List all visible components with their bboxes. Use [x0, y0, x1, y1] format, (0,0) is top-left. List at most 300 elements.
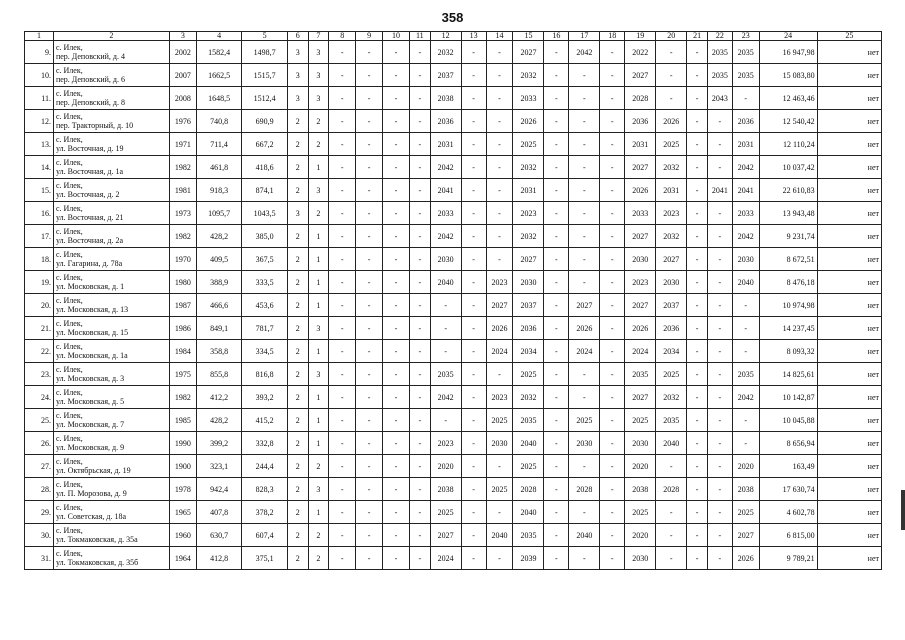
cell-col-21: -: [687, 547, 708, 570]
cell-col-25: нет: [817, 64, 881, 87]
cell-col-16: -: [544, 156, 569, 179]
cell-col-13: -: [461, 41, 486, 64]
cell-col-21: -: [687, 409, 708, 432]
row-number: 21.: [25, 317, 54, 340]
cell-col-25: нет: [817, 432, 881, 455]
cell-col-10: -: [383, 363, 410, 386]
cell-col-21: -: [687, 248, 708, 271]
cell-col-24: 4 602,78: [759, 501, 817, 524]
cell-col-9: -: [356, 501, 383, 524]
cell-col-5: 816,8: [242, 363, 288, 386]
cell-col-17: 2027: [569, 294, 600, 317]
cell-col-22: -: [707, 524, 732, 547]
cell-col-14: 2023: [486, 271, 513, 294]
cell-col-12: -: [430, 294, 461, 317]
cell-col-6: 2: [287, 409, 308, 432]
cell-col-15: 2033: [513, 87, 544, 110]
cell-col-11: -: [409, 248, 430, 271]
cell-col-5: 453,6: [242, 294, 288, 317]
cell-col-4: 323,1: [196, 455, 242, 478]
cell-col-14: -: [486, 156, 513, 179]
cell-col-12: 2027: [430, 524, 461, 547]
address-locality: с. Илек,: [55, 296, 83, 305]
cell-col-18: -: [600, 133, 625, 156]
cell-col-8: -: [329, 547, 356, 570]
cell-col-4: 428,2: [196, 409, 242, 432]
cell-col-11: -: [409, 455, 430, 478]
cell-col-8: -: [329, 225, 356, 248]
cell-col-24: 12 110,24: [759, 133, 817, 156]
row-number: 13.: [25, 133, 54, 156]
cell-col-23: -: [732, 317, 759, 340]
cell-col-22: 2035: [707, 64, 732, 87]
table-row: [25, 248, 882, 271]
cell-col-6: 2: [287, 363, 308, 386]
cell-col-15: 2035: [513, 524, 544, 547]
column-number-16: 16: [544, 32, 569, 41]
column-number-row: [25, 32, 882, 41]
cell-col-14: -: [486, 87, 513, 110]
column-number-9: 9: [356, 32, 383, 41]
cell-col-24: 10 142,87: [759, 386, 817, 409]
cell-col-4: 855,8: [196, 363, 242, 386]
cell-col-23: 2040: [732, 271, 759, 294]
cell-col-15: 2036: [513, 317, 544, 340]
cell-col-17: -: [569, 248, 600, 271]
cell-col-4: 461,8: [196, 156, 242, 179]
address-cell: [53, 340, 169, 363]
cell-col-16: -: [544, 133, 569, 156]
cell-col-8: -: [329, 179, 356, 202]
cell-col-6: 2: [287, 248, 308, 271]
column-number-5: 5: [242, 32, 288, 41]
address-street: ул. Советская, д. 18а: [55, 512, 126, 521]
cell-col-22: -: [707, 202, 732, 225]
cell-col-22: -: [707, 248, 732, 271]
cell-col-4: 409,5: [196, 248, 242, 271]
cell-col-22: -: [707, 478, 732, 501]
cell-col-9: -: [356, 41, 383, 64]
row-number: 17.: [25, 225, 54, 248]
cell-col-8: -: [329, 478, 356, 501]
cell-col-14: -: [486, 363, 513, 386]
address-locality: с. Илек,: [55, 388, 83, 397]
cell-col-14: -: [486, 501, 513, 524]
cell-col-5: 418,6: [242, 156, 288, 179]
cell-col-25: нет: [817, 110, 881, 133]
cell-col-13: -: [461, 179, 486, 202]
table-row: [25, 110, 882, 133]
address-locality: с. Илек,: [55, 319, 83, 328]
cell-col-25: нет: [817, 202, 881, 225]
cell-col-19: 2030: [625, 248, 656, 271]
cell-col-13: -: [461, 478, 486, 501]
cell-col-11: -: [409, 87, 430, 110]
cell-col-11: -: [409, 294, 430, 317]
cell-col-18: -: [600, 432, 625, 455]
cell-col-22: -: [707, 317, 732, 340]
cell-col-10: -: [383, 87, 410, 110]
cell-col-6: 2: [287, 386, 308, 409]
cell-col-16: -: [544, 501, 569, 524]
cell-col-13: -: [461, 547, 486, 570]
cell-col-12: 2020: [430, 455, 461, 478]
address-street: ул. Московская, д. 5: [55, 397, 125, 406]
cell-col-19: 2024: [625, 340, 656, 363]
cell-col-6: 2: [287, 432, 308, 455]
scan-edge-mark: [901, 490, 905, 530]
cell-col-5: 367,5: [242, 248, 288, 271]
cell-col-3: 1985: [169, 409, 196, 432]
address-street: ул. Московская, д. 1: [55, 282, 125, 291]
address-cell: [53, 110, 169, 133]
cell-col-7: 3: [308, 87, 329, 110]
cell-col-6: 2: [287, 524, 308, 547]
cell-col-6: 2: [287, 179, 308, 202]
cell-col-4: 358,8: [196, 340, 242, 363]
table-row: [25, 64, 882, 87]
cell-col-6: 2: [287, 225, 308, 248]
cell-col-17: -: [569, 455, 600, 478]
address-locality: с. Илек,: [55, 135, 83, 144]
cell-col-10: -: [383, 202, 410, 225]
column-number-13: 13: [461, 32, 486, 41]
row-number: 12.: [25, 110, 54, 133]
cell-col-24: 8 093,32: [759, 340, 817, 363]
cell-col-24: 10 037,42: [759, 156, 817, 179]
cell-col-5: 667,2: [242, 133, 288, 156]
cell-col-5: 1043,5: [242, 202, 288, 225]
cell-col-9: -: [356, 409, 383, 432]
cell-col-3: 1982: [169, 225, 196, 248]
cell-col-3: 2008: [169, 87, 196, 110]
cell-col-22: -: [707, 225, 732, 248]
cell-col-19: 2028: [625, 87, 656, 110]
cell-col-13: -: [461, 363, 486, 386]
cell-col-5: 334,5: [242, 340, 288, 363]
cell-col-8: -: [329, 317, 356, 340]
address-street: пер. Тракторный, д. 10: [55, 121, 134, 130]
address-locality: с. Илек,: [55, 112, 83, 121]
cell-col-15: 2023: [513, 202, 544, 225]
column-number-3: 3: [169, 32, 196, 41]
cell-col-8: -: [329, 110, 356, 133]
column-number-22: 22: [707, 32, 732, 41]
cell-col-24: 12 463,46: [759, 87, 817, 110]
cell-col-5: 375,1: [242, 547, 288, 570]
address-locality: с. Илек,: [55, 181, 83, 190]
cell-col-9: -: [356, 110, 383, 133]
table-row: [25, 340, 882, 363]
cell-col-10: -: [383, 455, 410, 478]
cell-col-3: 1965: [169, 501, 196, 524]
cell-col-25: нет: [817, 386, 881, 409]
address-locality: с. Илек,: [55, 457, 83, 466]
cell-col-12: 2035: [430, 363, 461, 386]
cell-col-12: 2037: [430, 64, 461, 87]
cell-col-13: -: [461, 225, 486, 248]
cell-col-23: 2027: [732, 524, 759, 547]
cell-col-22: -: [707, 386, 732, 409]
cell-col-4: 1582,4: [196, 41, 242, 64]
cell-col-8: -: [329, 386, 356, 409]
cell-col-25: нет: [817, 524, 881, 547]
column-number-18: 18: [600, 32, 625, 41]
cell-col-7: 1: [308, 432, 329, 455]
cell-col-13: -: [461, 294, 486, 317]
address-street: ул. Московская, д. 13: [55, 305, 129, 314]
cell-col-9: -: [356, 317, 383, 340]
cell-col-6: 2: [287, 501, 308, 524]
row-number: 26.: [25, 432, 54, 455]
cell-col-23: -: [732, 432, 759, 455]
cell-col-19: 2033: [625, 202, 656, 225]
cell-col-23: -: [732, 409, 759, 432]
cell-col-25: нет: [817, 294, 881, 317]
cell-col-11: -: [409, 363, 430, 386]
cell-col-8: -: [329, 248, 356, 271]
cell-col-19: 2027: [625, 294, 656, 317]
table-row: [25, 524, 882, 547]
cell-col-22: -: [707, 110, 732, 133]
cell-col-5: 874,1: [242, 179, 288, 202]
row-number: 19.: [25, 271, 54, 294]
cell-col-17: 2042: [569, 41, 600, 64]
cell-col-22: -: [707, 432, 732, 455]
cell-col-10: -: [383, 156, 410, 179]
cell-col-17: -: [569, 271, 600, 294]
cell-col-7: 3: [308, 41, 329, 64]
cell-col-5: 415,2: [242, 409, 288, 432]
cell-col-8: -: [329, 524, 356, 547]
cell-col-16: -: [544, 64, 569, 87]
cell-col-19: 2020: [625, 455, 656, 478]
cell-col-10: -: [383, 248, 410, 271]
cell-col-23: 2035: [732, 64, 759, 87]
row-number: 27.: [25, 455, 54, 478]
address-locality: с. Илек,: [55, 365, 83, 374]
cell-col-19: 2022: [625, 41, 656, 64]
cell-col-12: 2040: [430, 271, 461, 294]
cell-col-11: -: [409, 41, 430, 64]
cell-col-17: 2026: [569, 317, 600, 340]
cell-col-24: 9 789,21: [759, 547, 817, 570]
cell-col-19: 2035: [625, 363, 656, 386]
column-number-21: 21: [687, 32, 708, 41]
table-row: [25, 225, 882, 248]
cell-col-4: 1648,5: [196, 87, 242, 110]
address-locality: с. Илек,: [55, 549, 83, 558]
cell-col-10: -: [383, 41, 410, 64]
cell-col-14: 2025: [486, 409, 513, 432]
cell-col-8: -: [329, 156, 356, 179]
cell-col-20: 2025: [656, 133, 687, 156]
cell-col-22: 2035: [707, 41, 732, 64]
table-row: [25, 294, 882, 317]
cell-col-12: 2038: [430, 478, 461, 501]
cell-col-16: -: [544, 340, 569, 363]
cell-col-10: -: [383, 271, 410, 294]
cell-col-15: 2025: [513, 363, 544, 386]
cell-col-6: 2: [287, 478, 308, 501]
cell-col-24: 6 815,00: [759, 524, 817, 547]
cell-col-16: -: [544, 271, 569, 294]
cell-col-14: -: [486, 547, 513, 570]
cell-col-8: -: [329, 133, 356, 156]
cell-col-11: -: [409, 225, 430, 248]
cell-col-20: 2034: [656, 340, 687, 363]
address-locality: с. Илек,: [55, 158, 83, 167]
cell-col-18: -: [600, 271, 625, 294]
cell-col-23: 2020: [732, 455, 759, 478]
cell-col-20: -: [656, 87, 687, 110]
column-number-12: 12: [430, 32, 461, 41]
address-street: пер. Деповский, д. 8: [55, 98, 125, 107]
address-street: ул. Токмаковская, д. 35б: [55, 558, 139, 567]
cell-col-9: -: [356, 340, 383, 363]
cell-col-17: -: [569, 110, 600, 133]
cell-col-7: 1: [308, 294, 329, 317]
cell-col-12: -: [430, 317, 461, 340]
cell-col-20: 2027: [656, 248, 687, 271]
cell-col-5: 781,7: [242, 317, 288, 340]
cell-col-10: -: [383, 524, 410, 547]
address-cell: [53, 156, 169, 179]
cell-col-9: -: [356, 478, 383, 501]
cell-col-20: 2023: [656, 202, 687, 225]
cell-col-6: 2: [287, 294, 308, 317]
cell-col-15: 2026: [513, 110, 544, 133]
address-locality: с. Илек,: [55, 273, 83, 282]
cell-col-9: -: [356, 432, 383, 455]
cell-col-23: -: [732, 87, 759, 110]
column-number-17: 17: [569, 32, 600, 41]
cell-col-6: 2: [287, 317, 308, 340]
cell-col-12: 2041: [430, 179, 461, 202]
cell-col-3: 1976: [169, 110, 196, 133]
cell-col-18: -: [600, 386, 625, 409]
row-number: 22.: [25, 340, 54, 363]
cell-col-18: -: [600, 225, 625, 248]
cell-col-20: 2032: [656, 225, 687, 248]
cell-col-10: -: [383, 225, 410, 248]
cell-col-17: -: [569, 156, 600, 179]
cell-col-8: -: [329, 432, 356, 455]
cell-col-19: 2030: [625, 547, 656, 570]
cell-col-24: 17 630,74: [759, 478, 817, 501]
cell-col-18: -: [600, 409, 625, 432]
cell-col-10: -: [383, 501, 410, 524]
row-number: 31.: [25, 547, 54, 570]
address-locality: с. Илек,: [55, 43, 83, 52]
cell-col-15: 2030: [513, 271, 544, 294]
cell-col-17: -: [569, 87, 600, 110]
cell-col-25: нет: [817, 455, 881, 478]
cell-col-16: -: [544, 386, 569, 409]
cell-col-9: -: [356, 524, 383, 547]
cell-col-24: 15 083,80: [759, 64, 817, 87]
address-cell: [53, 501, 169, 524]
cell-col-18: -: [600, 110, 625, 133]
cell-col-24: 10 974,98: [759, 294, 817, 317]
cell-col-3: 1987: [169, 294, 196, 317]
cell-col-21: -: [687, 317, 708, 340]
cell-col-18: -: [600, 64, 625, 87]
cell-col-15: 2035: [513, 409, 544, 432]
cell-col-18: -: [600, 156, 625, 179]
column-number-14: 14: [486, 32, 513, 41]
cell-col-19: 2031: [625, 133, 656, 156]
address-locality: с. Илек,: [55, 250, 83, 259]
cell-col-15: 2027: [513, 41, 544, 64]
cell-col-6: 2: [287, 110, 308, 133]
cell-col-4: 711,4: [196, 133, 242, 156]
cell-col-21: -: [687, 156, 708, 179]
cell-col-9: -: [356, 156, 383, 179]
address-street: ул. П. Морозова, д. 9: [55, 489, 127, 498]
table-row: [25, 271, 882, 294]
column-number-10: 10: [383, 32, 410, 41]
cell-col-10: -: [383, 432, 410, 455]
cell-col-7: 3: [308, 317, 329, 340]
address-cell: [53, 478, 169, 501]
table-row: [25, 501, 882, 524]
address-street: ул. Восточная, д. 21: [55, 213, 124, 222]
table-row: [25, 547, 882, 570]
cell-col-13: -: [461, 110, 486, 133]
cell-col-15: 2032: [513, 156, 544, 179]
cell-col-8: -: [329, 340, 356, 363]
cell-col-9: -: [356, 455, 383, 478]
cell-col-4: 740,8: [196, 110, 242, 133]
cell-col-20: 2025: [656, 363, 687, 386]
cell-col-21: -: [687, 386, 708, 409]
cell-col-10: -: [383, 317, 410, 340]
cell-col-7: 1: [308, 225, 329, 248]
cell-col-23: 2035: [732, 363, 759, 386]
cell-col-17: -: [569, 202, 600, 225]
cell-col-22: 2043: [707, 87, 732, 110]
table-row: [25, 41, 882, 64]
cell-col-11: -: [409, 133, 430, 156]
table-row: [25, 409, 882, 432]
address-cell: [53, 294, 169, 317]
cell-col-16: -: [544, 248, 569, 271]
cell-col-12: 2030: [430, 248, 461, 271]
row-number: 10.: [25, 64, 54, 87]
cell-col-8: -: [329, 271, 356, 294]
cell-col-13: -: [461, 317, 486, 340]
cell-col-22: -: [707, 156, 732, 179]
cell-col-24: 13 943,48: [759, 202, 817, 225]
cell-col-3: 1973: [169, 202, 196, 225]
cell-col-6: 3: [287, 41, 308, 64]
cell-col-21: -: [687, 202, 708, 225]
cell-col-7: 1: [308, 386, 329, 409]
table-row: [25, 133, 882, 156]
address-locality: с. Илек,: [55, 89, 83, 98]
cell-col-21: -: [687, 294, 708, 317]
cell-col-10: -: [383, 133, 410, 156]
cell-col-9: -: [356, 271, 383, 294]
cell-col-20: -: [656, 64, 687, 87]
column-number-25: 25: [817, 32, 881, 41]
cell-col-21: -: [687, 64, 708, 87]
cell-col-14: -: [486, 133, 513, 156]
address-street: ул. Московская, д. 9: [55, 443, 125, 452]
cell-col-17: 2025: [569, 409, 600, 432]
cell-col-14: -: [486, 179, 513, 202]
